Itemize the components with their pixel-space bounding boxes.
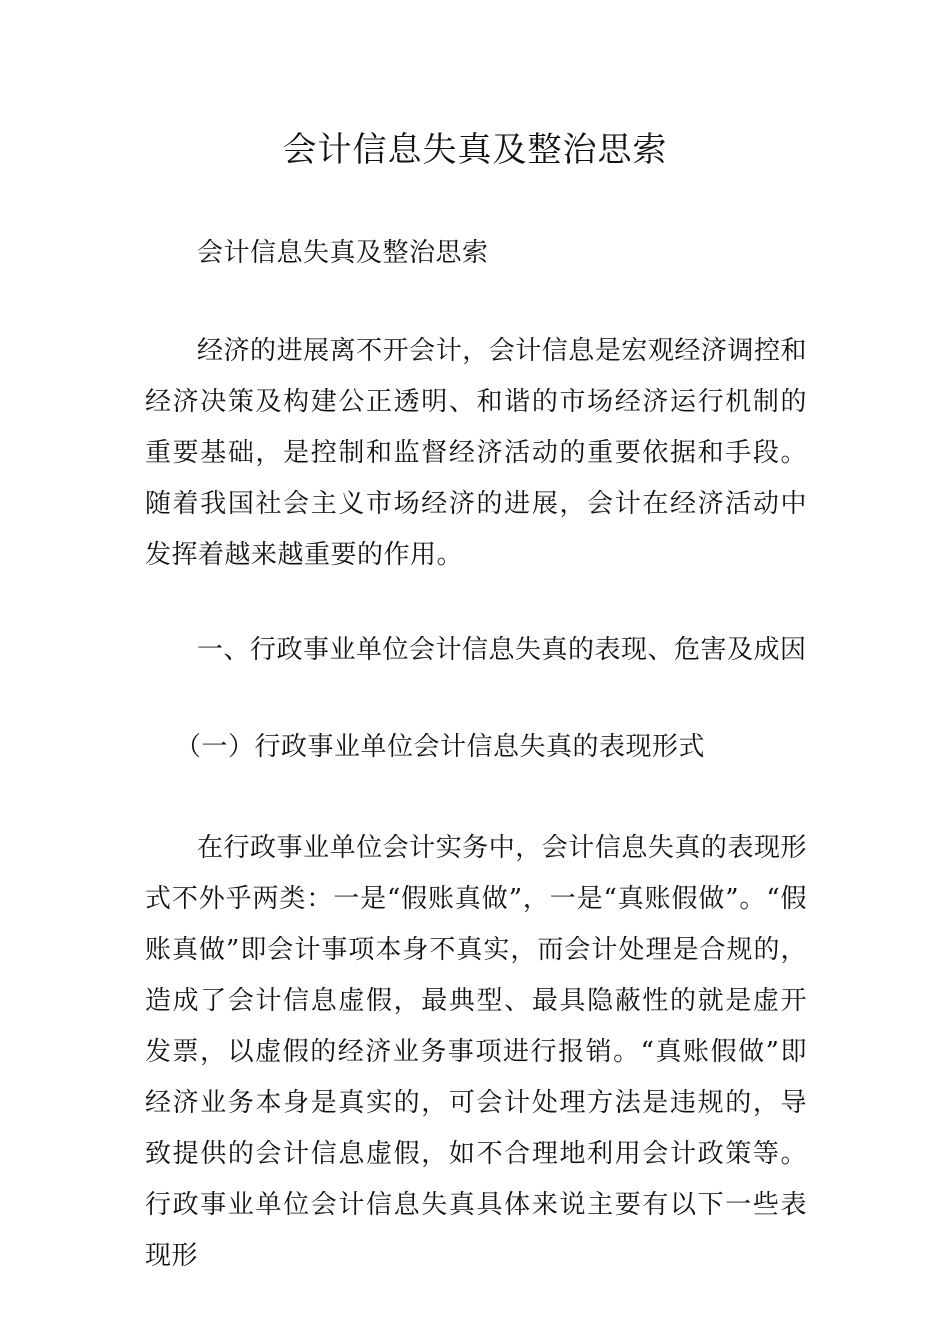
subsection-heading-1: （一）行政事业单位会计信息失真的表现形式	[175, 732, 706, 762]
document-title: 会计信息失真及整治思索	[282, 130, 668, 170]
section-heading-1: 一、行政事业单位会计信息失真的表现、危害及成因	[197, 635, 807, 665]
body-paragraph: 在行政事业单位会计实务中，会计信息失真的表现形式不外乎两类：一是“假账真做”，一是“真账假做”。“假账真做”即会计事项本身不真实，而会计处理是合规的，造成了会计信息虚假，最典型、最具隐蔽性的就是虚开发票，以虚假的经济业务事项进行报销。“真账假做”即经济业务本身是真实的，可会计处理方法是违规的，导致提供的会计信息虚假，如不合理地利用会计政策等。行政事业单位会计信息失真具体来说主要有以下一些表现形	[145, 833, 807, 1271]
subtitle-paragraph: 会计信息失真及整治思索	[197, 238, 489, 268]
intro-paragraph: 经济的进展离不开会计，会计信息是宏观经济调控和经济决策及构建公正透明、和谐的市场经济运行机制的重要基础，是控制和监督经济活动的重要依据和手段。随着我国社会主义市场经济的进展，会计在经济活动中发挥着越来越重要的作用。	[145, 336, 807, 570]
